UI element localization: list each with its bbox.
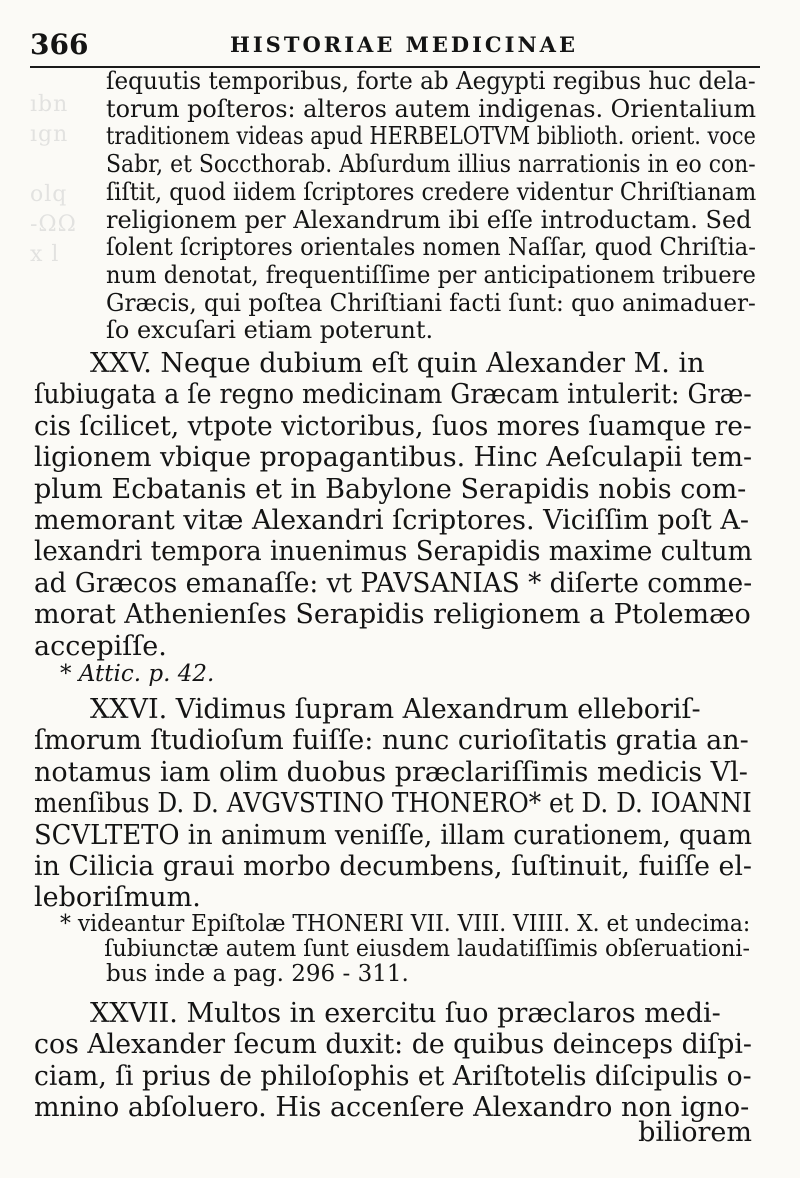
- text-line: ſiſtit, quod iidem ſcriptores credere videntur Chriſtianam: [106, 177, 757, 206]
- bleed-through-marks: ıbn ıgn olq -ΩΩ x l: [30, 92, 77, 267]
- text-line: cos Alexander ſecum duxit: de quibus deinceps diſpi-: [34, 1029, 752, 1061]
- text-line: ciam, ſi prius de philoſophis et Ariſtotelis diſcipulis o-: [34, 1060, 752, 1092]
- paragraph-xxv: [34, 348, 800, 662]
- text-line: XXVI. Vidimus ſupram Alexandrum elleboriſ-: [90, 694, 701, 725]
- text-line: ſolent ſcriptores orientales nomen Naſſar, quod Chriſtia-: [106, 233, 756, 262]
- text-line: traditionem videas apud HERBELOTVM biblioth. orient. voce: [106, 122, 756, 151]
- text-line: Græcis, qui poſtea Chriſtiani facti ſunt: quo animaduer-: [106, 288, 756, 317]
- text-line: morat Athenienſes Serapidis religionem a Ptolemæo: [34, 599, 751, 631]
- text-line: Sabr, et Soccthorab. Abſurdum illius narrationis in eo con-: [106, 150, 756, 179]
- text-line: XXV. Neque dubium eſt quin Alexander M. in: [90, 348, 705, 379]
- continuation-note: [106, 68, 800, 345]
- text-line: SCVLTETO in animum veniſſe, illam curationem, quam: [34, 819, 753, 851]
- text-line: num denotat, frequentiſſime per anticipationem tribuere: [106, 260, 756, 289]
- text-line: ſequutis temporibus, forte ab Aegypti regibus huc dela-: [106, 67, 756, 95]
- text-line: notamus iam olim duobus præclariſſimis medicis Vl-: [34, 756, 748, 788]
- text-line: ſubiugata a ſe regno medicinam Græcam intulerit: Græ-: [34, 379, 752, 411]
- text-line: menſibus D. D. AVGVSTINO THONERO* et D. D. IOANNI: [34, 788, 752, 820]
- footnote-xxvi: [60, 912, 788, 987]
- text-line: in Cilicia graui morbo decumbens, ſuſtinuit, fuiſſe el-: [34, 851, 752, 883]
- footnote-line: * Attic. p. 42.: [60, 661, 215, 687]
- page-header: [30, 26, 760, 68]
- text-line: ſo excuſari etiam poterunt.: [106, 316, 434, 345]
- catchword: biliorem: [638, 1117, 752, 1148]
- text-line: ad Græcos emanaſſe: vt PAVSANIAS * diſerte comme-: [34, 567, 753, 599]
- text-line: XXVII. Multos in exercitu ſuo præclaros medi-: [90, 998, 721, 1029]
- footnote-line: * videantur Epiſtolæ THONERI VII. VIII. VIIII. X. et undecima:: [60, 911, 751, 937]
- text-line: mnino abſoluero. His accenſere Alexandro non igno-: [34, 1092, 750, 1124]
- running-title: HISTORIAE MEDICINAE: [230, 32, 578, 57]
- text-line: cis ſcilicet, vtpote victoribus, ſuos mores ſuamque re-: [34, 410, 752, 442]
- text-line: lexandri tempora inuenimus Serapidis maxime cultum: [34, 536, 753, 568]
- paragraph-xxvi: [34, 694, 800, 914]
- text-line: memorant vitæ Alexandri ſcriptores. Viciſſim poſt A-: [34, 505, 749, 537]
- text-line: ligionem vbique propagantibus. Hinc Aeſculapii tem-: [34, 442, 753, 474]
- text-line: plum Ecbatanis et in Babylone Serapidis nobis com-: [34, 473, 747, 505]
- footnote-line: bus inde a pag. 296 - 311.: [106, 961, 409, 987]
- paragraph-xxvii: [34, 998, 764, 1124]
- text-line: religionem per Alexandrum ibi eſſe introductam. Sed: [106, 205, 752, 234]
- text-line: ſmorum ſtudioſum fuiſſe: nunc curioſitatis gratia an-: [34, 725, 749, 757]
- text-line: torum poſteros: alteros autem indigenas. Orientalium: [106, 94, 757, 123]
- footnote-line: ſubiunctæ autem ſunt eiusdem laudatiſſimis obſeruationi-: [104, 936, 750, 962]
- text-line: leboriſmum.: [34, 882, 201, 914]
- page-number: 366: [30, 28, 89, 61]
- footnote-xxv: [60, 662, 214, 687]
- text-line: accepiſſe.: [34, 630, 167, 662]
